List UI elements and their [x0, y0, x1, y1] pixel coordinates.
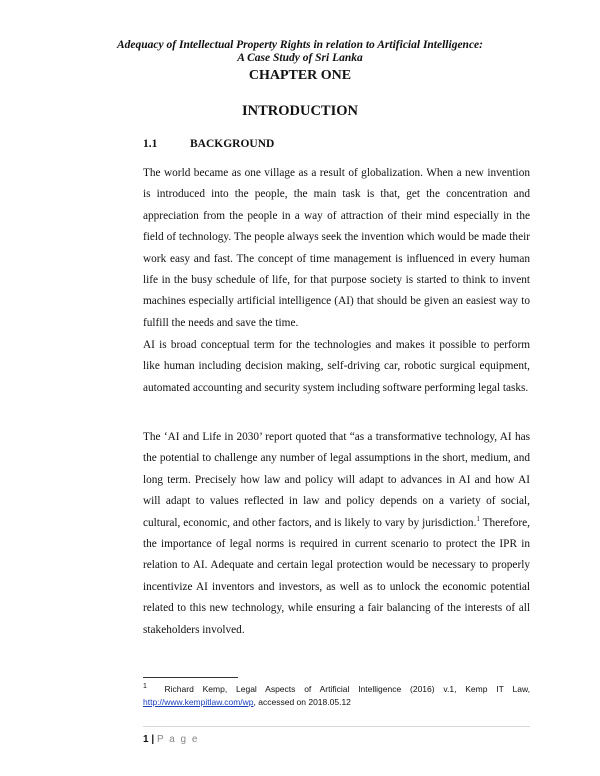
running-header-line-1: Adequacy of Intellectual Property Rights in relation to Artificial Intelligence:	[117, 39, 483, 51]
page-label: P a g e	[156, 734, 199, 745]
subsection-title: BACKGROUND	[190, 138, 275, 150]
page-number: 1	[143, 734, 149, 745]
subsection-heading	[143, 138, 274, 150]
footnote-link[interactable]: http://www.kempitlaw.com/wp	[143, 696, 254, 707]
paragraph-1: The world became as one village as a result of globalization. When a new invention is introduced into the people, the main task is that, get the concentration and appreciation from the people in a way of attraction of their mind especially in the field of technology. The people always seek the invention which would be made their work easy and fast. The concept of time management is influenced in every human life in the busy schedule of life, for that purpose society is started to think to invent machines especially artificial intelligence (AI) that should be given an easiest way to fulfill the needs and save the time.	[143, 167, 530, 329]
paragraph-3-part-1: The ‘AI and Life in 2030’ report quoted that “as a transformative technology, AI has the potential to challenge any number of legal assumptions in the short, medium, and long term. Precisely how law and policy will adapt to advances in AI and how AI will adapt to values reflected in law and policy depends on a variety of social, cultural, economic, and other factors, and is likely to vary by jurisdiction.	[143, 431, 530, 529]
running-header-line-2: A Case Study of Sri Lanka	[237, 52, 363, 64]
page-footer-divider	[143, 726, 530, 727]
footnote-suffix: , accessed on 2018.05.12	[253, 696, 351, 707]
footnote-divider	[143, 677, 238, 678]
footnote-text: Richard Kemp, Legal Aspects of Artificial Intelligence (2016) v.1, Kemp IT Law,	[164, 684, 530, 694]
subsection-number: 1.1	[143, 138, 158, 150]
running-header	[0, 39, 600, 65]
paragraph-3	[143, 427, 530, 641]
footnote-marker: 1	[143, 683, 147, 691]
paragraph-3-part-2: Therefore, the importance of legal norms is required in current scenario to protect the IPR in relation to AI. Adequate and certain legal protection would be necessary to properly incentivize AI inventors and investors, as well as to unlock the economic potential related to this new technology, while ensuring a fair balancing of the interests of all stakeholders involved.	[143, 516, 530, 636]
page-footer	[143, 734, 199, 745]
paragraph-2: AI is broad conceptual term for the technologies and makes it possible to perform like human including decision making, self-driving car, robotic surgical equipment, automated accounting and security system including software performing legal tasks.	[143, 339, 530, 394]
section-title: INTRODUCTION	[241, 103, 358, 119]
chapter-title: CHAPTER ONE	[248, 68, 352, 83]
footnote	[143, 683, 530, 708]
page-separator: |	[151, 734, 155, 745]
footnote-reference[interactable]: 1	[476, 514, 480, 523]
